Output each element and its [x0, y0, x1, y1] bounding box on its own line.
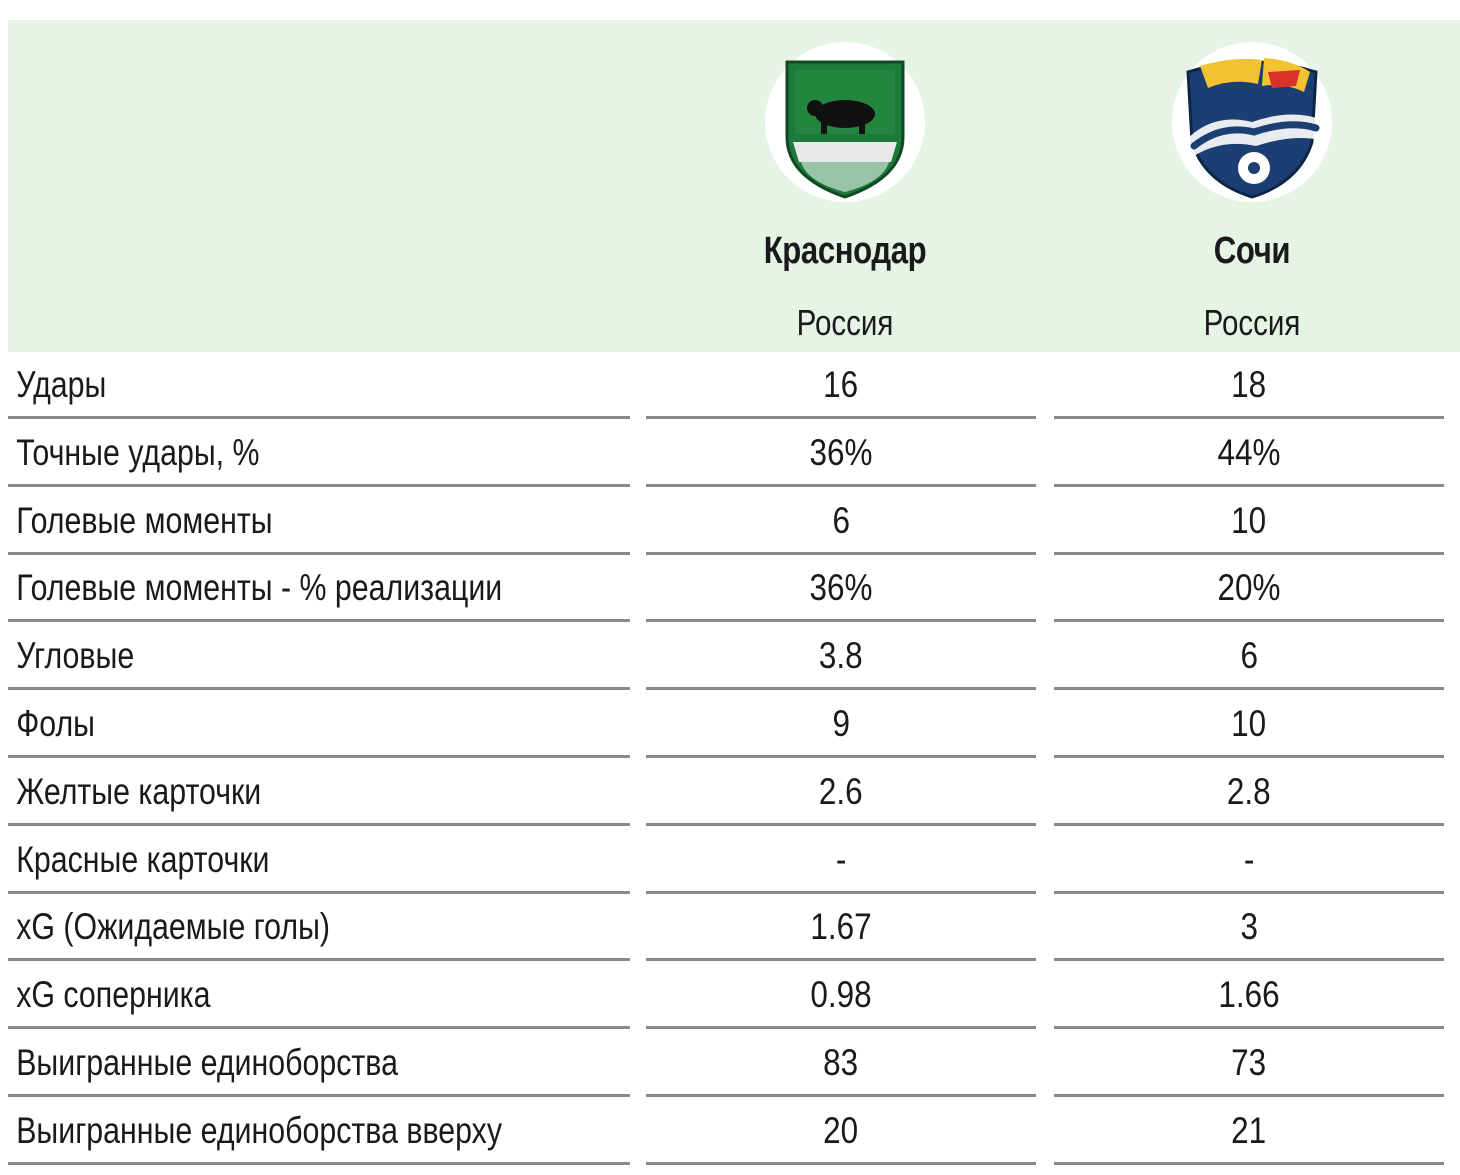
sochi-value: 44% [1217, 431, 1281, 473]
stat-label: Красные карточки [16, 838, 270, 880]
stat-label-cell [8, 962, 630, 1029]
stat-label-cell [8, 691, 630, 758]
krasnodar-value: 16 [823, 364, 859, 405]
sochi-value-cell [1054, 1030, 1444, 1097]
sochi-value: 6 [1240, 635, 1258, 677]
krasnodar-value-cell [646, 1030, 1036, 1097]
stat-label-cell [8, 352, 630, 419]
sochi-value: 73 [1231, 1041, 1267, 1083]
stat-label: Голевые моменты [16, 499, 273, 541]
krasnodar-value: 36% [809, 431, 873, 473]
krasnodar-value-cell [646, 827, 1036, 894]
stat-label-cell [8, 555, 630, 622]
team-column-krasnodar [645, 20, 1045, 352]
table-row [0, 555, 1460, 623]
sochi-value-cell [1054, 420, 1444, 487]
krasnodar-value: 36% [809, 567, 873, 609]
krasnodar-value-cell [646, 691, 1036, 758]
stat-label-cell [8, 1098, 630, 1165]
table-row [0, 623, 1460, 691]
krasnodar-value: 83 [823, 1041, 859, 1083]
stat-label-cell [8, 759, 630, 826]
table-row [0, 420, 1460, 488]
table-row [0, 759, 1460, 827]
team-country: Россия [1203, 302, 1301, 343]
stat-label: xG соперника [16, 974, 211, 1016]
stat-label: Удары [16, 364, 107, 405]
sochi-value: 2.8 [1227, 770, 1271, 812]
sochi-value-cell [1054, 759, 1444, 826]
krasnodar-crest-icon [765, 42, 925, 202]
stat-label-cell [8, 420, 630, 487]
krasnodar-value-cell [646, 1098, 1036, 1165]
krasnodar-value: 3.8 [819, 635, 863, 677]
table-row [0, 691, 1460, 759]
sochi-value-cell [1054, 1098, 1444, 1165]
team-column-sochi [1052, 20, 1452, 352]
sochi-value: 21 [1231, 1109, 1267, 1151]
sochi-value-cell [1054, 962, 1444, 1029]
stat-label-cell [8, 894, 630, 961]
table-row [0, 962, 1460, 1030]
table-row [0, 1030, 1460, 1098]
team-name: Краснодар [763, 230, 927, 272]
table-row [0, 1098, 1460, 1166]
sochi-value: 3 [1240, 906, 1258, 948]
sochi-value-cell [1054, 691, 1444, 758]
krasnodar-value: - [835, 838, 847, 880]
stat-label: Выигранные единоборства вверху [16, 1109, 503, 1151]
stat-label: Голевые моменты - % реализации [16, 567, 503, 609]
sochi-value: 18 [1231, 364, 1267, 405]
sochi-value: - [1243, 838, 1255, 880]
sochi-value-cell [1054, 488, 1444, 555]
krasnodar-value-cell [646, 623, 1036, 690]
team-name: Сочи [1213, 230, 1291, 272]
sochi-crest-icon [1172, 42, 1332, 202]
sochi-value-cell [1054, 555, 1444, 622]
table-row [0, 894, 1460, 962]
krasnodar-value: 20 [823, 1109, 859, 1151]
stat-label: Точные удары, % [16, 431, 260, 473]
stat-label: Выигранные единоборства [16, 1041, 398, 1083]
sochi-value-cell [1054, 894, 1444, 961]
stat-label: Желтые карточки [16, 770, 262, 812]
stat-label: xG (Ожидаемые голы) [16, 906, 330, 948]
krasnodar-value-cell [646, 420, 1036, 487]
sochi-value-cell [1054, 623, 1444, 690]
krasnodar-value: 1.67 [810, 906, 872, 948]
krasnodar-value: 9 [832, 702, 850, 744]
stat-label-cell [8, 623, 630, 690]
table-row [0, 352, 1460, 420]
table-row [0, 827, 1460, 895]
team-country: Россия [796, 302, 894, 343]
krasnodar-value-cell [646, 894, 1036, 961]
table-header [8, 20, 1460, 352]
stat-label: Угловые [16, 635, 135, 677]
table-row [0, 488, 1460, 556]
sochi-value: 10 [1231, 702, 1267, 744]
krasnodar-value: 2.6 [819, 770, 863, 812]
krasnodar-value-cell [646, 352, 1036, 419]
stat-label-cell [8, 827, 630, 894]
stat-label-cell [8, 1030, 630, 1097]
krasnodar-value-cell [646, 488, 1036, 555]
sochi-value: 1.66 [1218, 974, 1280, 1016]
stat-label: Фолы [16, 702, 95, 744]
stats-table-body [0, 352, 1460, 1166]
sochi-value: 20% [1217, 567, 1281, 609]
sochi-value-cell [1054, 352, 1444, 419]
krasnodar-value-cell [646, 555, 1036, 622]
sochi-value-cell [1054, 827, 1444, 894]
krasnodar-value: 6 [832, 499, 850, 541]
stat-label-cell [8, 488, 630, 555]
krasnodar-value: 0.98 [810, 974, 872, 1016]
sochi-value: 10 [1231, 499, 1267, 541]
krasnodar-value-cell [646, 962, 1036, 1029]
krasnodar-value-cell [646, 759, 1036, 826]
